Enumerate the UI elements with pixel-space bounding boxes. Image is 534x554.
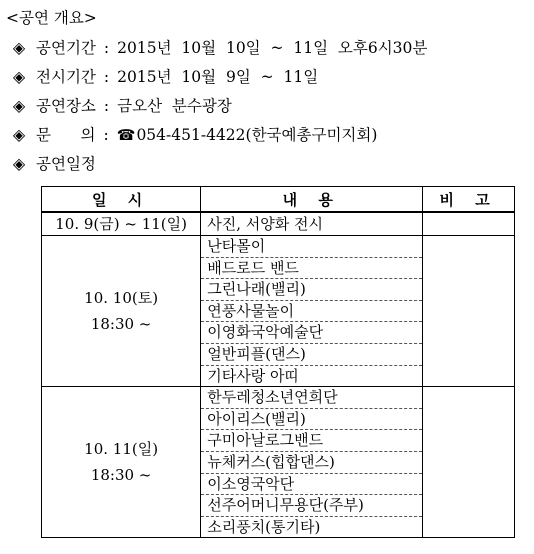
overview-value: 금오산 분수광장	[117, 97, 232, 115]
table-row	[42, 212, 515, 236]
row-date: 10. 10(토)	[84, 289, 159, 308]
overview-heading: <공연 개요>	[6, 9, 97, 27]
row-date-cell	[42, 387, 201, 538]
diamond-bullet-icon: ◈	[12, 154, 26, 173]
list-item: 배드로드 밴드	[201, 258, 422, 280]
row-date: 10. 11(일)	[84, 440, 159, 459]
list-item: 뉴체커스(힙합댄스)	[201, 452, 422, 474]
table-row	[42, 387, 515, 538]
table-header-row	[42, 187, 515, 213]
table-row	[42, 236, 515, 387]
list-item: 이소영국악단	[201, 474, 422, 496]
schedule-table	[41, 186, 515, 538]
schedule-title: 공연일정	[36, 155, 96, 173]
row-time: 18:30 ~	[90, 315, 152, 334]
program-list	[201, 236, 423, 387]
list-item: 소리풍치(통기타)	[207, 517, 321, 536]
phone-icon: ☎	[116, 126, 136, 144]
row-date: 10. 9(금) ~ 11(일)	[42, 212, 201, 236]
list-item: 한두레청소년연희단	[201, 387, 422, 409]
overview-item-contact	[8, 123, 377, 147]
row-note	[423, 212, 515, 236]
overview-value: 2015년 10월 10일 ~ 11일 오후6시30분	[117, 39, 428, 57]
overview-label: 공연기간	[36, 39, 96, 57]
list-item: 연풍사물놀이	[201, 301, 422, 323]
overview-item-exhibition	[8, 65, 318, 89]
program-list	[201, 387, 423, 538]
row-time: 18:30 ~	[90, 466, 152, 485]
colon-separator: :	[103, 126, 109, 144]
list-item: 이영화국악예술단	[201, 322, 422, 344]
diamond-bullet-icon: ◈	[12, 125, 26, 144]
overview-item-period	[8, 36, 427, 60]
overview-label: 전시기간	[36, 68, 96, 86]
colon-separator: :	[103, 68, 110, 86]
list-item: 구미아날로그밴드	[201, 430, 422, 452]
overview-item-venue	[8, 94, 232, 118]
list-item: 난타몰이	[201, 236, 422, 258]
overview-label: 문 의	[36, 126, 96, 144]
overview-label: 공연장소	[36, 97, 96, 115]
diamond-bullet-icon: ◈	[12, 96, 26, 115]
list-item: 기타사랑 아띠	[207, 366, 299, 385]
header-content: 내 용	[201, 187, 423, 213]
row-date-cell	[42, 236, 201, 387]
overview-value: 054-451-4422(한국예총구미지회)	[136, 126, 378, 144]
list-item: 선주어머니무용단(주부)	[201, 495, 422, 517]
header-datetime: 일 시	[42, 187, 201, 213]
row-content: 사진, 서양화 전시	[201, 212, 423, 236]
colon-separator: :	[103, 39, 110, 57]
list-item: 얼반피플(댄스)	[201, 344, 422, 366]
row-note	[423, 236, 515, 387]
overview-value: 2015년 10월 9일 ~ 11일	[117, 68, 319, 86]
schedule-title-row	[8, 152, 96, 176]
colon-separator: :	[103, 97, 110, 115]
diamond-bullet-icon: ◈	[12, 38, 26, 57]
row-note	[423, 387, 515, 538]
diamond-bullet-icon: ◈	[12, 67, 26, 86]
header-note: 비 고	[423, 187, 515, 213]
list-item: 그린나래(밸리)	[201, 279, 422, 301]
list-item: 아이리스(밸리)	[201, 409, 422, 431]
